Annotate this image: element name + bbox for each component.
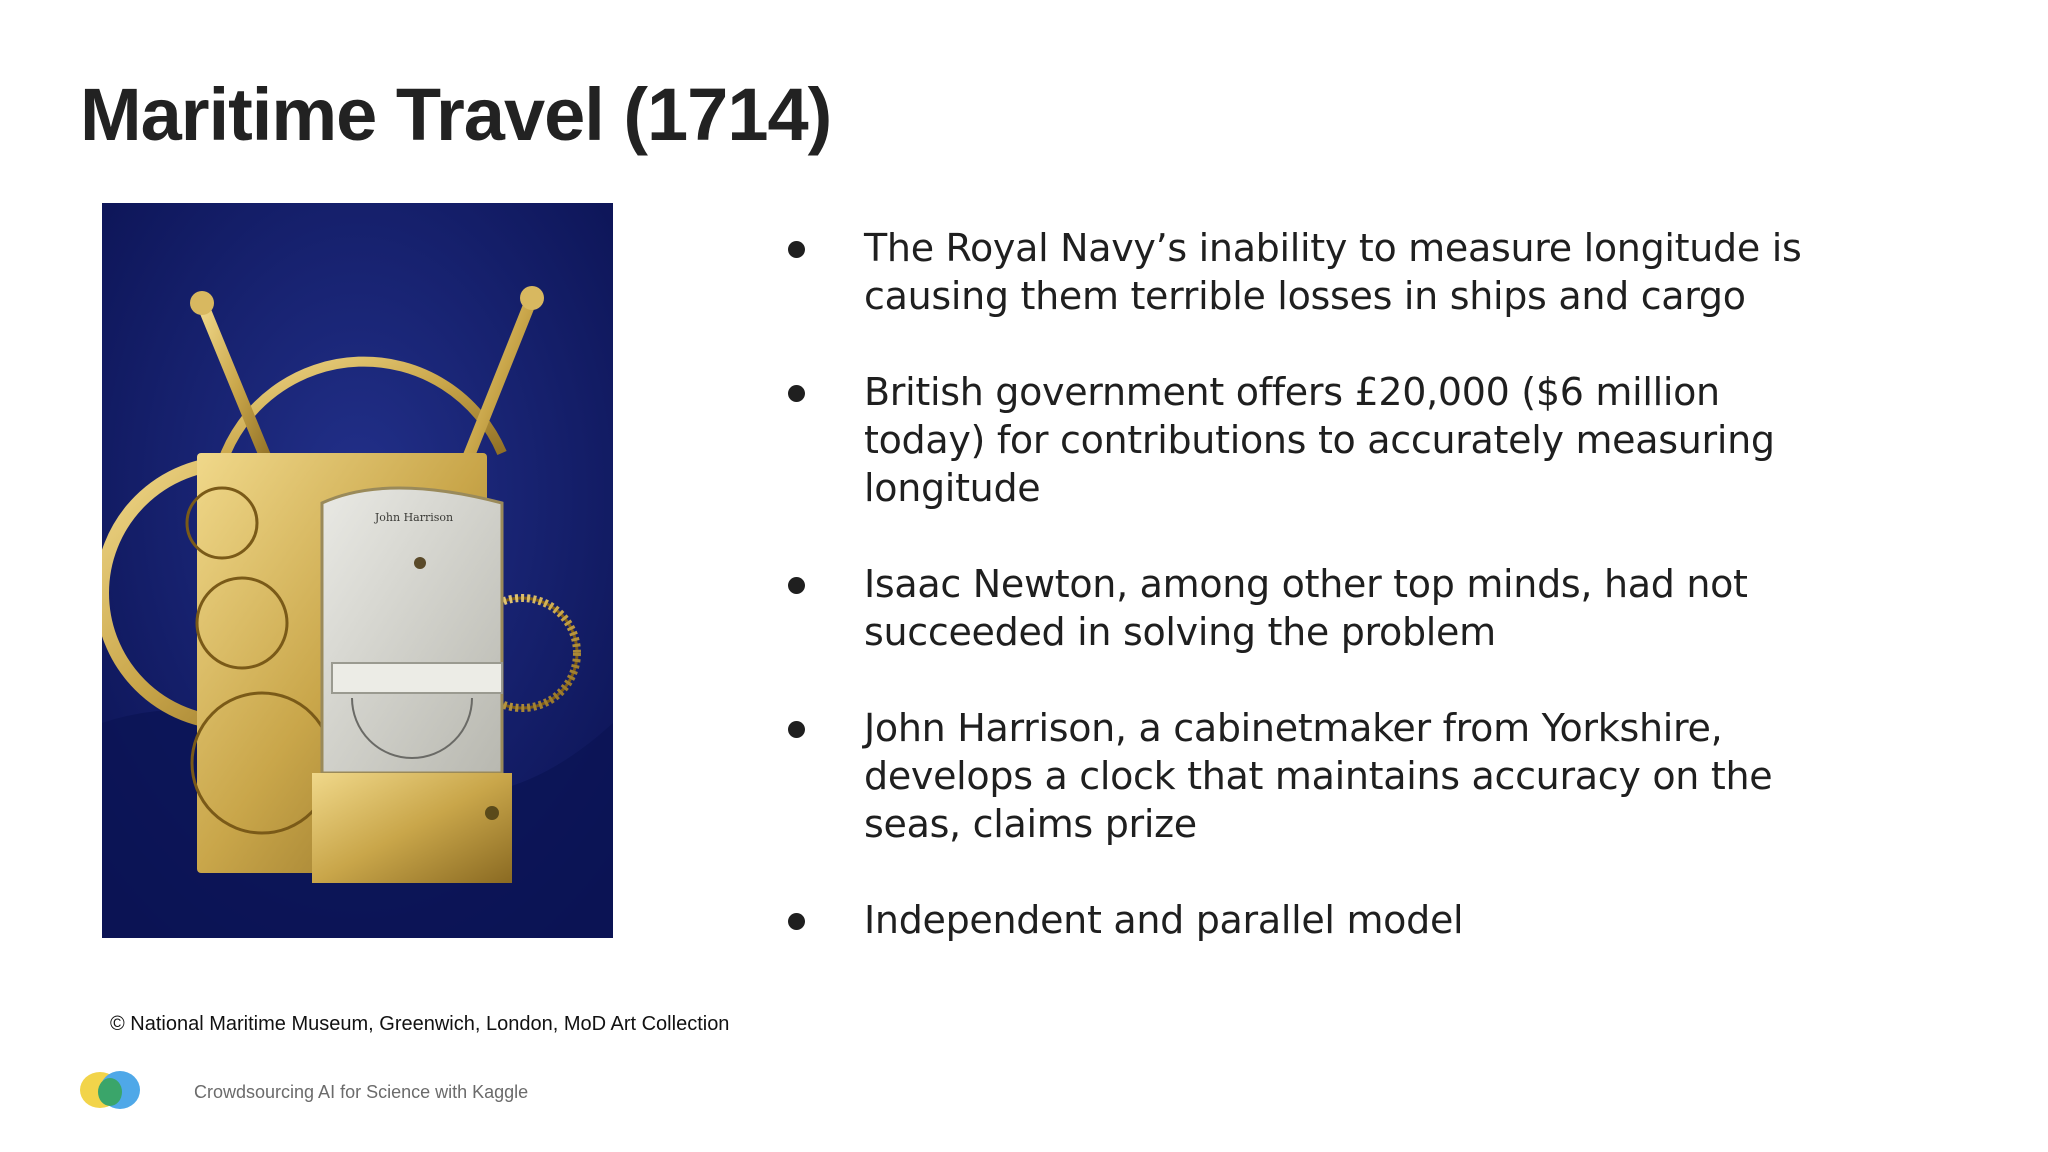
bullet-text: Independent and parallel model — [864, 898, 1464, 942]
bullet-item — [788, 560, 1808, 656]
bullet-dot-icon — [788, 721, 805, 738]
dial-engraving-text: John Harrison — [374, 511, 454, 524]
kaggle-blob-logo-icon — [78, 1066, 142, 1114]
image-credit: © National Maritime Museum, Greenwich, London, MoD Art Collection — [110, 1013, 730, 1035]
slide-title: Maritime Travel (1714) — [80, 73, 832, 156]
bullet-item — [788, 368, 1808, 512]
bullet-item — [788, 224, 1808, 320]
footer-text: Crowdsourcing AI for Science with Kaggle — [194, 1082, 529, 1102]
bullet-text: The Royal Navy’s inability to measure longitude is causing them terrible losses in ships and cargo — [864, 226, 1802, 318]
bullet-text: John Harrison, a cabinetmaker from Yorkshire, develops a clock that maintains accuracy on the seas, claims prize — [864, 706, 1773, 846]
bullet-dot-icon — [788, 385, 805, 402]
bullet-text: British government offers £20,000 ($6 million today) for contributions to accurately measuring longitude — [864, 370, 1775, 510]
bullet-dot-icon — [788, 913, 805, 930]
bullet-item — [788, 896, 1808, 944]
bullet-list — [788, 224, 1808, 944]
bullet-item — [788, 704, 1808, 848]
harrison-clock-photo — [102, 203, 613, 938]
bullet-dot-icon — [788, 577, 805, 594]
footer — [78, 1066, 678, 1116]
bullet-text: Isaac Newton, among other top minds, had not succeeded in solving the problem — [864, 562, 1748, 654]
bullet-dot-icon — [788, 241, 805, 258]
